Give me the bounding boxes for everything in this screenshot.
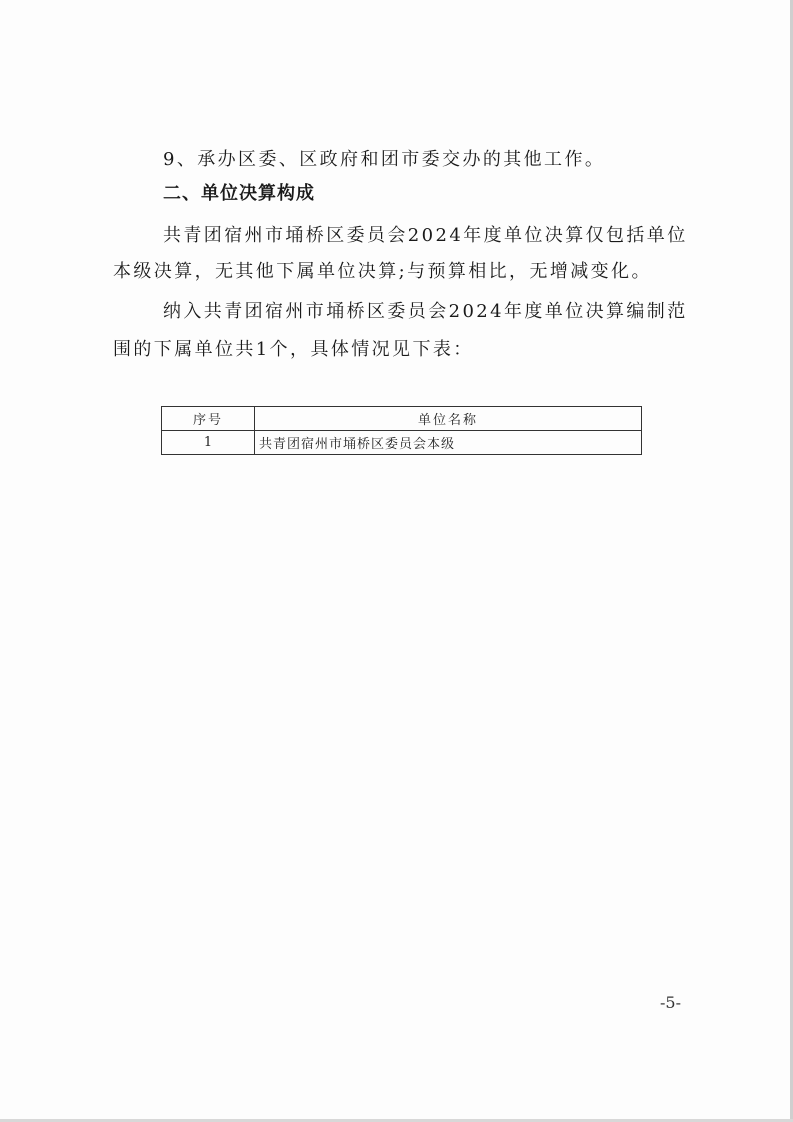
- row-index: 1: [162, 431, 255, 455]
- paragraph-1-line-2: 本级决算，无其他下属单位决算;与预算相比，无增减变化。: [113, 261, 652, 282]
- section-heading: 二、单位决算构成: [163, 183, 315, 204]
- paragraph-2-line-2: 围的下属单位共1个，具体情况见下表：: [113, 339, 474, 360]
- paragraph-2-line-1: 纳入共青团宿州市埇桥区委员会2024年度单位决算编制范: [163, 301, 688, 322]
- page-number: -5-: [660, 993, 681, 1012]
- row-unit-name: 共青团宿州市埇桥区委员会本级: [255, 431, 642, 455]
- paragraph-1-line-1: 共青团宿州市埇桥区委员会2024年度单位决算仅包括单位: [163, 225, 688, 246]
- table-header-row: [162, 407, 642, 431]
- units-table: [161, 406, 642, 455]
- table-row: [162, 431, 642, 455]
- item-9-text: 9、承办区委、区政府和团市委交办的其他工作。: [163, 149, 606, 170]
- header-unit-name: 单位名称: [255, 407, 642, 431]
- header-index: 序号: [162, 407, 255, 431]
